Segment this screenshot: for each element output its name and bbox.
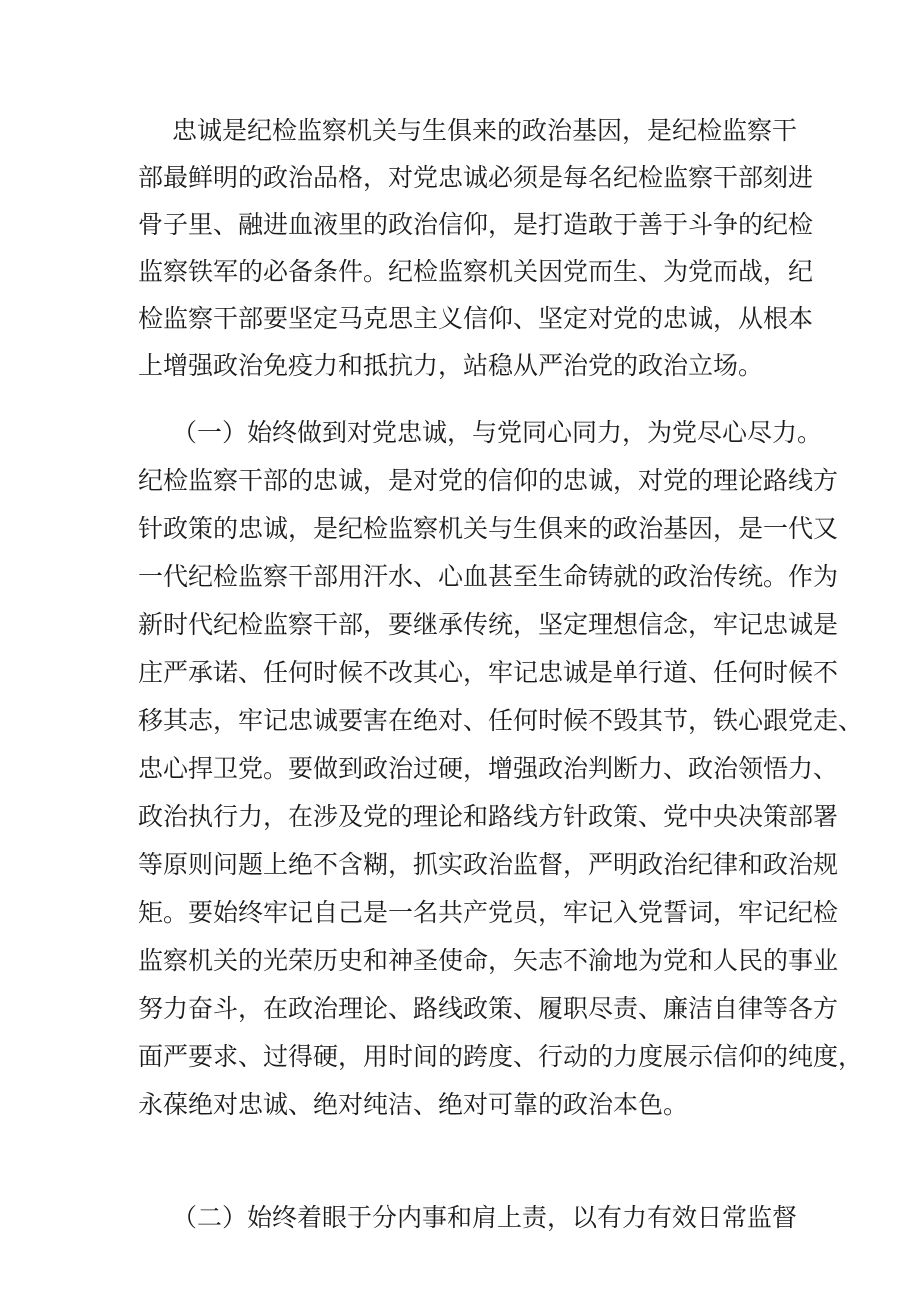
paragraph-line: 政治执行力，在涉及党的理论和路线方针政策、党中央决策部署 bbox=[138, 802, 839, 831]
section-heading-line: （一）始终做到对党忠诚，与党同心同力，为党尽心尽力。 bbox=[172, 418, 823, 447]
paragraph-line: 上增强政治免疫力和抵抗力，站稳从严治党的政治立场。 bbox=[138, 351, 764, 380]
paragraph-line: 庄严承诺、任何时候不改其心，牢记忠诚是单行道、任何时候不 bbox=[138, 658, 839, 687]
paragraph-line: 永葆绝对忠诚、绝对纯洁、绝对可靠的政治本色。 bbox=[138, 1090, 689, 1119]
paragraph-line: 面严要求、过得硬，用时间的跨度、行动的力度展示信仰的纯度， bbox=[138, 1042, 864, 1071]
paragraph-line: 矩。要始终牢记自己是一名共产党员，牢记入党誓词，牢记纪检 bbox=[138, 898, 839, 927]
paragraph-line: 监察铁军的必备条件。纪检监察机关因党而生、为党而战，纪 bbox=[138, 257, 814, 286]
paragraph-line: 忠心捍卫党。要做到政治过硬，增强政治判断力、政治领悟力、 bbox=[138, 754, 839, 783]
paragraph-line: 一代纪检监察干部用汗水、心血甚至生命铸就的政治传统。作为 bbox=[138, 562, 839, 591]
paragraph-line: 骨子里、融进血液里的政治信仰，是打造敢于善于斗争的纪检 bbox=[138, 210, 814, 239]
paragraph-line: 努力奋斗，在政治理论、路线政策、履职尽责、廉洁自律等各方 bbox=[138, 994, 839, 1023]
paragraph-line: 等原则问题上绝不含糊，抓实政治监督，严明政治纪律和政治规 bbox=[138, 850, 839, 879]
paragraph-line: 检监察干部要坚定马克思主义信仰、坚定对党的忠诚，从根本 bbox=[138, 304, 814, 333]
paragraph-line: 针政策的忠诚，是纪检监察机关与生俱来的政治基因，是一代又 bbox=[138, 514, 839, 543]
section-heading-line: （二）始终着眼于分内事和肩上责，以有力有效日常监督 bbox=[172, 1203, 798, 1232]
paragraph-line: 移其志，牢记忠诚要害在绝对、任何时候不毁其节，铁心跟党走、 bbox=[138, 706, 864, 735]
paragraph-line: 纪检监察干部的忠诚，是对党的信仰的忠诚，对党的理论路线方 bbox=[138, 466, 839, 495]
paragraph-line: 忠诚是纪检监察机关与生俱来的政治基因，是纪检监察干 bbox=[172, 116, 798, 145]
paragraph-line: 部最鲜明的政治品格，对党忠诚必须是每名纪检监察干部刻进 bbox=[138, 163, 814, 192]
paragraph-line: 新时代纪检监察干部，要继承传统，坚定理想信念，牢记忠诚是 bbox=[138, 610, 839, 639]
paragraph-line: 监察机关的光荣历史和神圣使命，矢志不渝地为党和人民的事业 bbox=[138, 946, 839, 975]
